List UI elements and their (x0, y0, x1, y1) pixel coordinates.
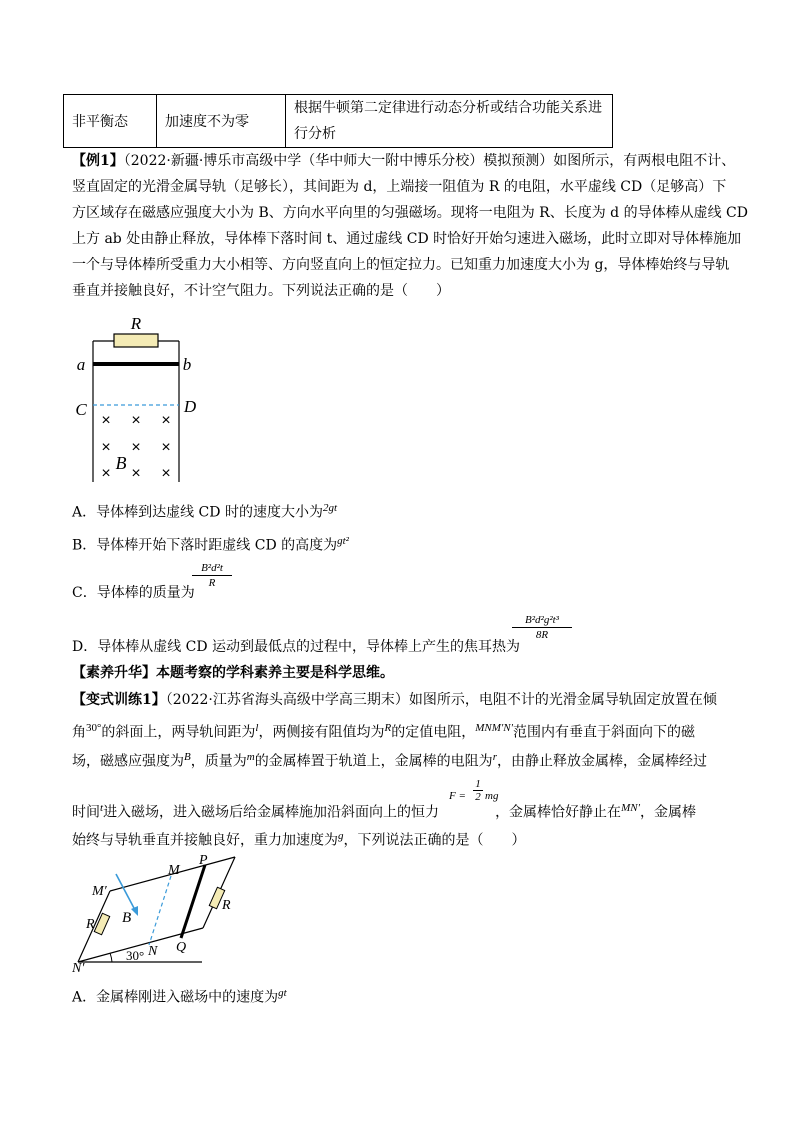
option-a (72, 498, 337, 523)
suyang-note: 【素养升华】本题考察的学科素养主要是科学思维。 (72, 665, 394, 681)
ex2-text: ，两侧接有阻值均为 (258, 724, 385, 741)
field-cross: × (131, 412, 141, 429)
ex1-line-5: 一个与导体棒所受重力大小相等、方向竖直向上的恒定拉力。已知重力加速度大小为 g，导体棒始终与导轨 (72, 257, 730, 273)
field-cross: × (101, 412, 111, 429)
label-Q: Q (176, 940, 187, 955)
table-cell-line: 行分析 (294, 126, 336, 142)
label-a: a (76, 355, 86, 374)
label-R-left: R (86, 917, 95, 932)
formula-rhs: mg (485, 790, 499, 802)
resistor-left (94, 913, 109, 935)
field-cross: × (101, 439, 111, 456)
option-d-text: D．导体棒从虚线 CD 运动到最低点的过程中，导体棒上产生的焦耳热为 (72, 639, 521, 655)
ex2-text: 的金属棒置于轨道上，金属棒的电阻为 (254, 753, 493, 770)
ex2-text: ，金属棒 (639, 804, 696, 821)
field-cross: × (131, 439, 141, 456)
label-b: b (182, 355, 192, 374)
ex2-text: 时间 (72, 804, 100, 821)
label-R-right: R (222, 898, 231, 913)
fraction-denominator: 2 (475, 791, 481, 803)
fraction-denominator: 8R (535, 629, 549, 641)
option-c-fraction (192, 562, 232, 589)
fraction-numerator: B²d²t (201, 562, 223, 574)
label-P: P (199, 853, 208, 868)
ex2-text: 场，磁感应强度为 (72, 753, 184, 770)
ex1-tag: 【例1】 (72, 153, 124, 169)
option-d (72, 637, 520, 657)
table-cell (286, 95, 613, 148)
fraction-numerator: 1 (475, 778, 481, 790)
ex2-text: ，质量为 (190, 753, 247, 770)
ex1-text: （2022·新疆·博乐市高级中学（华中师大一附中博乐分校）模拟预测）如图所示，有两根电阻不计、 (123, 153, 736, 169)
option-c-text: C．导体棒的质量为 (72, 585, 195, 601)
math-t: t (100, 802, 104, 814)
ex2-tag: 【变式训练1】 (72, 692, 166, 708)
label-R: R (130, 314, 142, 333)
field-cross: × (131, 465, 141, 482)
formula-lhs: F = (449, 790, 466, 802)
angle-math: 30° (86, 722, 102, 734)
ex2-option-a (72, 983, 287, 1008)
ex2-line-4 (72, 798, 696, 823)
ex1-line-1 (72, 151, 735, 171)
ex2-line-3 (72, 747, 707, 772)
ex2-text: 的斜面上，两导轨间距为 (101, 724, 256, 741)
arrow-head (131, 906, 138, 916)
label-D: D (183, 397, 197, 416)
field-cross: × (161, 465, 171, 482)
field-arrow (116, 874, 135, 910)
math-m: m (246, 751, 255, 763)
dashed-boundary (149, 876, 171, 945)
table-cell: 加速度不为零 (157, 95, 286, 148)
table-cell-line: 根据牛顿第二定律进行动态分析或结合功能关系进 (294, 100, 602, 116)
ex1-line-4: 上方 ab 处由静止释放，导体棒下落时间 t、通过虚线 CD 时恰好开始匀速进入磁场，此时立即对导体棒施加 (72, 231, 742, 247)
angle-label: 30° (126, 948, 145, 963)
math-mn: MN′ (621, 802, 640, 814)
label-M-prime: M′ (92, 884, 107, 899)
metal-rod (181, 865, 205, 938)
ex1-line-2: 竖直固定的光滑金属导轨（足够长），其间距为 d，上端接一阻值为 R 的电阻，水平虚线 CD（足够高）下 (72, 179, 727, 195)
math-r: r (492, 751, 497, 763)
option-b-math: gt² (337, 535, 349, 547)
ex2-text: 的定值电阻， (391, 724, 476, 741)
field-cross: × (161, 439, 171, 456)
math-g: g (338, 830, 344, 842)
option-b (72, 531, 349, 556)
resistor (114, 334, 158, 347)
label-M: M (168, 863, 180, 878)
ex2-text: 范围内有垂直于斜面向下的磁 (513, 724, 696, 741)
incline-rail-figure (72, 852, 252, 977)
table-row (64, 95, 613, 148)
math-l: l (255, 722, 259, 734)
ex2-text: （2022·江苏省海头高级中学高三期末）如图所示，电阻不计的光滑金属导轨固定放置在倾 (165, 692, 717, 708)
label-B: B (115, 453, 127, 473)
ex1-line-3: 方区域存在磁感应强度大小为 B、方向水平向里的匀强磁场。现将一电阻为 R、长度为 d 的导体棒从虚线 CD (72, 205, 748, 221)
label-N: N (148, 944, 158, 959)
ex2-text: 进入磁场，进入磁场后给金属棒施加沿斜面向上的恒力 (103, 804, 440, 821)
label-B: B (122, 910, 132, 926)
ex1-line-6: 垂直并接触良好，不计空气阻力。下列说法正确的是（ ） (72, 283, 450, 299)
rail-magnetic-field-figure (70, 312, 210, 492)
option-d-fraction (512, 614, 572, 641)
table-cell: 非平衡态 (64, 95, 157, 148)
ex2-line-1 (72, 690, 717, 710)
label-N-prime: N′ (72, 961, 85, 976)
ex2-option-a-text: A．金属棒刚进入磁场中的速度为 (72, 989, 279, 1006)
ex2-option-a-math: gt (278, 987, 287, 999)
ex2-text: 始终与导轨垂直并接触良好，重力加速度为 (72, 832, 338, 849)
field-cross: × (101, 465, 111, 482)
option-a-math: 2gt (322, 502, 338, 514)
ex2-line-5 (72, 826, 526, 851)
field-crosses (101, 412, 170, 482)
math-R: R (384, 722, 392, 734)
option-b-text: B．导体棒开始下落时距虚线 CD 的高度为 (72, 537, 338, 554)
option-a-text: A．导体棒到达虚线 CD 时的速度大小为 (72, 504, 323, 521)
label-C: C (75, 400, 87, 419)
fraction-denominator: R (208, 577, 216, 589)
ex2-text: ，下列说法正确的是（ ） (343, 832, 526, 849)
ex2-text: ，金属棒恰好静止在 (495, 804, 622, 821)
summary-table (63, 94, 613, 148)
ex2-line-2 (72, 718, 695, 743)
option-c (72, 583, 195, 603)
fraction-numerator: B²d²g²t³ (525, 614, 559, 626)
ex2-text: 角 (72, 724, 86, 741)
math-mnmn: MNM′N′ (475, 722, 514, 734)
field-cross: × (161, 412, 171, 429)
ex2-text: ，由静止释放金属棒，金属棒经过 (496, 753, 707, 770)
math-B: B (184, 751, 191, 763)
